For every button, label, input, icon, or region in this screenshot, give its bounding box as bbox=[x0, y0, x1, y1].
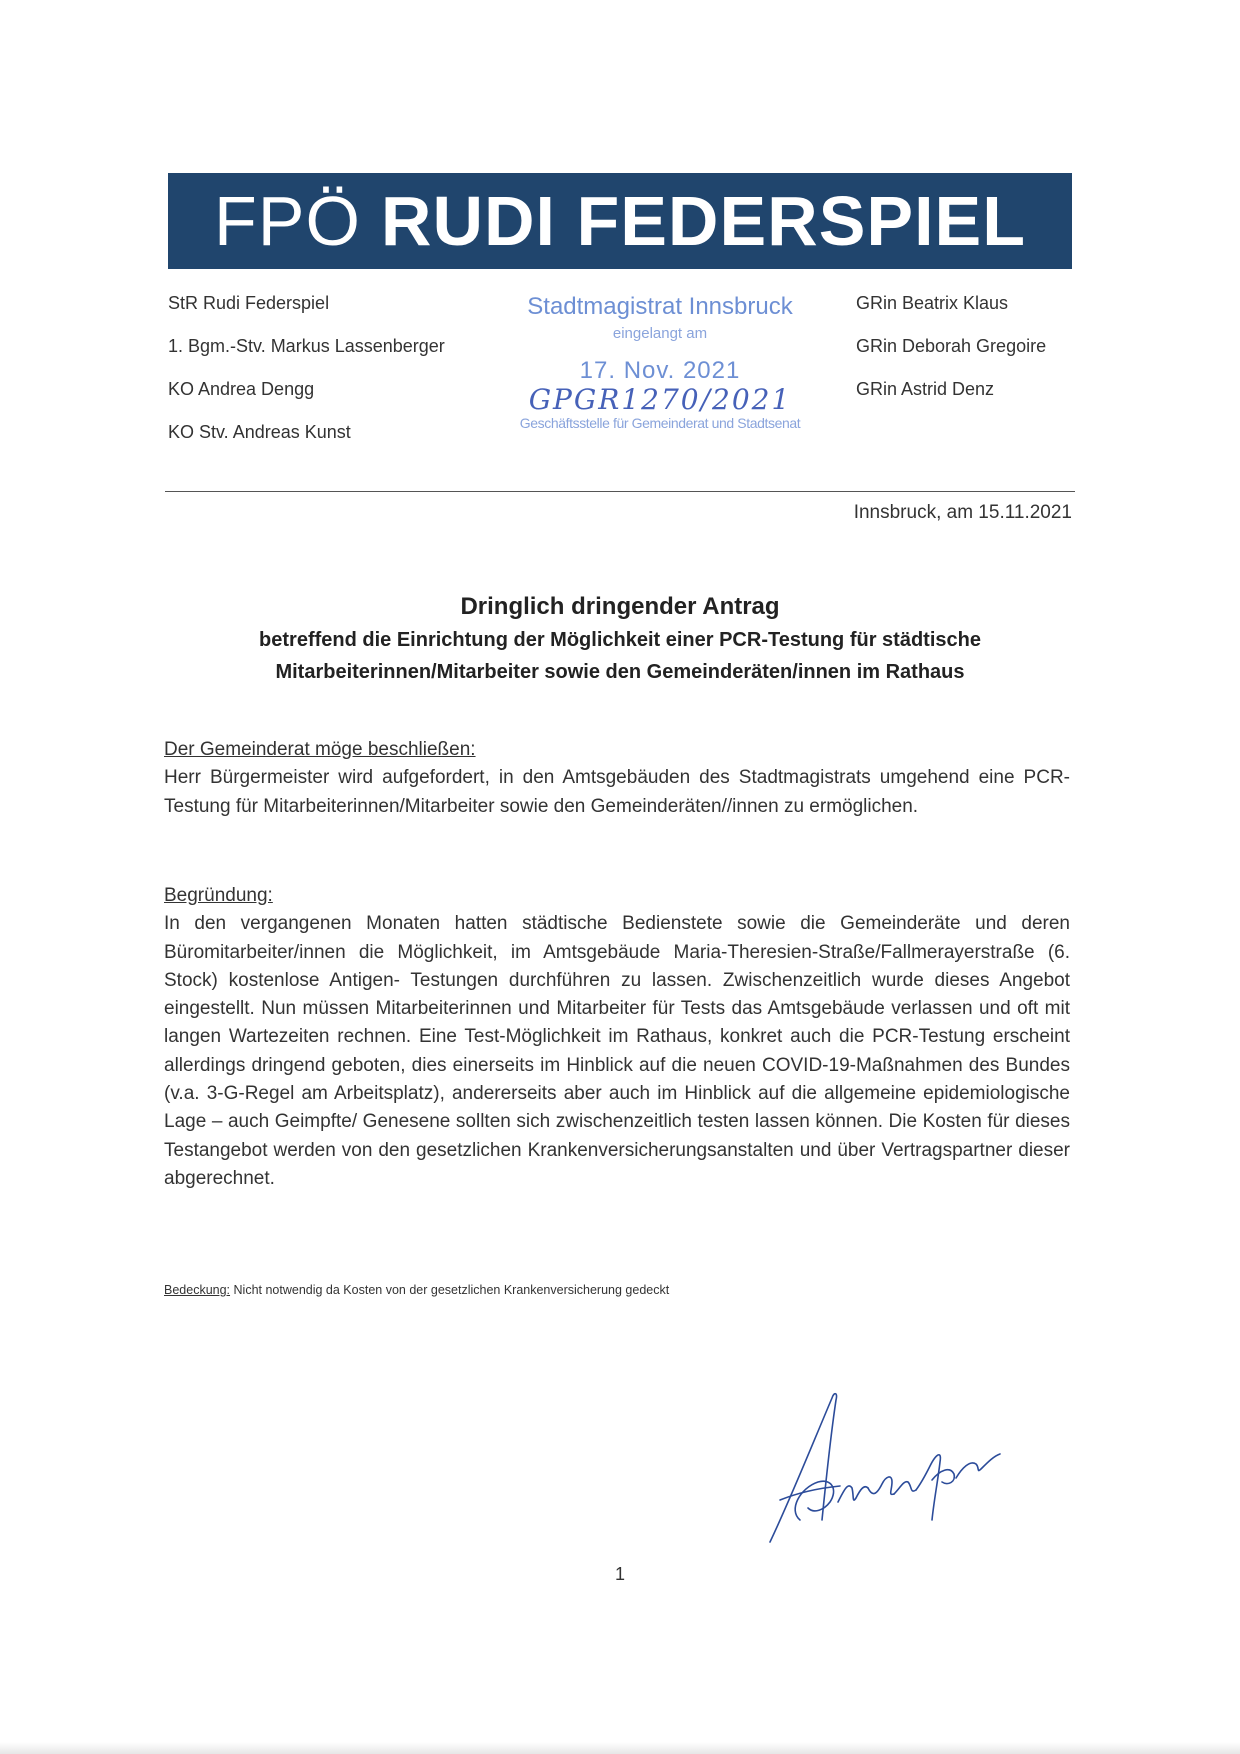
signatories-right bbox=[856, 291, 1046, 420]
signatory: GRin Astrid Denz bbox=[856, 379, 995, 399]
justification-text: In den vergangenen Monaten hatten städtische Bedienstete sowie die Gemeinderäte und deren Büromitarbeiter/innen die Möglichkeit, im Amtsgebäude Maria-Theresien-Straße/Fallmerayerstraße (6. Stock) kostenlose Antigen- Testungen durchführen zu lassen. Zwischenzeitlich wurde dieses Angebot eingestellt. Nun müssen Mitarbeiterinnen und Mitarbeiter für Tests das Amtsgebäude verlassen und oft mit langen Wartezeiten rechnen. Eine Test-Möglichkeit im Rathaus, konkret auch die PCR-Testung erscheint allerdings dringend geboten, dies einerseits im Hinblick auf die neuen COVID-19-Maßnahmen des Bundes (v.a. 3-G-Regel am Arbeitsplatz), andererseits aber auch im Hinblick auf die allgemeine epidemiologische Lage – auch Geimpfte/ Genesene sollten sich zwischenzeitlich testen lassen können. Die Kosten für dieses Testangebot werden von den gesetzlichen Krankenversicherungsanstalten und über Vertragspartner dieser abgerechnet. bbox=[164, 913, 1070, 1189]
coverage-text: Nicht notwendig da Kosten von der gesetzlichen Krankenversicherung gedeckt bbox=[233, 1283, 670, 1297]
motion-section bbox=[164, 736, 1070, 821]
received-stamp bbox=[495, 290, 825, 432]
justification-section bbox=[164, 882, 1070, 1193]
coverage-note bbox=[164, 1283, 669, 1297]
title-block bbox=[168, 590, 1072, 688]
document-subtitle-line-2: Mitarbeiterinnen/Mitarbeiter sowie den Gemeinderäten/innen im Rathaus bbox=[275, 661, 965, 683]
document-subtitle-line-1: betreffend die Einrichtung der Möglichkeit einer PCR-Testung für städtische bbox=[259, 629, 981, 651]
stamp-unit: Geschäftsstelle für Gemeinderat und Stadtsenat bbox=[519, 415, 801, 431]
stamp-office: Stadtmagistrat Innsbruck bbox=[527, 293, 793, 320]
signatory: KO Stv. Andreas Kunst bbox=[168, 422, 351, 442]
signatory: 1. Bgm.-Stv. Markus Lassenberger bbox=[168, 336, 445, 356]
place-date: Innsbruck, am 15.11.2021 bbox=[853, 502, 1072, 523]
signatories-left bbox=[168, 291, 445, 463]
letterhead-banner bbox=[168, 173, 1072, 269]
scan-edge-shadow bbox=[0, 1742, 1240, 1754]
stamp-reference: GPGR1270/2021 bbox=[528, 383, 792, 416]
signatory: GRin Beatrix Klaus bbox=[856, 293, 1009, 313]
signatory: KO Andrea Dengg bbox=[168, 379, 315, 399]
coverage-label: Bedeckung: bbox=[164, 1283, 231, 1297]
handwritten-signature bbox=[760, 1370, 1010, 1560]
motion-heading: Der Gemeinderat möge beschließen: bbox=[164, 739, 476, 760]
signatory: StR Rudi Federspiel bbox=[168, 293, 330, 313]
stamp-date: 17. Nov. 2021 bbox=[579, 357, 741, 384]
justification-heading: Begründung: bbox=[164, 885, 273, 906]
document-title: Dringlich dringender Antrag bbox=[460, 593, 780, 620]
motion-text: Herr Bürgermeister wird aufgefordert, in den Amtsgebäuden des Stadtmagistrats umgehend eine PCR-Testung für Mitarbeiterinnen/Mitarbeiter sowie den Gemeinderäten//innen zu ermöglichen. bbox=[164, 767, 1070, 817]
stamp-received-label: eingelangt am bbox=[612, 325, 708, 342]
party-name: FPÖ bbox=[214, 182, 361, 260]
politician-name: RUDI FEDERSPIEL bbox=[380, 182, 1026, 260]
page-number: 1 bbox=[614, 1564, 625, 1584]
signatory: GRin Deborah Gregoire bbox=[856, 336, 1047, 356]
header-divider bbox=[165, 491, 1075, 492]
